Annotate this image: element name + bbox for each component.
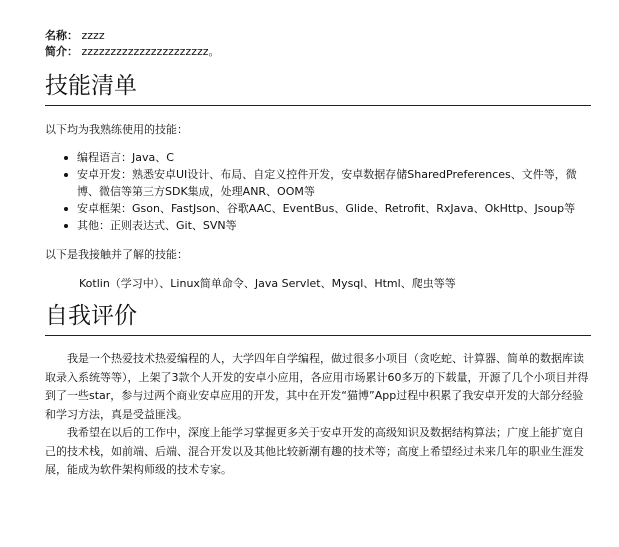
self-eval-heading: 自我评价 <box>45 303 137 329</box>
name-value: zzzz <box>81 29 105 42</box>
intro-label: 简介： <box>45 45 78 58</box>
bullet-icon <box>64 224 68 228</box>
familiar-skills: Kotlin（学习中）、Linux简单命令、Java Servlet、Mysql、Html、爬虫等等 <box>79 277 456 290</box>
skill-item-text: 安卓框架：Gson、FastJson、谷歌AAC、EventBus、Glide、Retrofit、RxJava、OkHttp、Jsoup等 <box>77 202 576 215</box>
skill-item-languages <box>77 149 591 166</box>
skill-item-frameworks <box>77 200 591 217</box>
name-label: 名称： <box>45 29 78 42</box>
proficient-intro: 以下均为我熟练使用的技能： <box>45 123 188 136</box>
skills-list <box>45 149 591 234</box>
profile-meta <box>45 28 591 60</box>
skill-item-text: 编程语言：Java、C <box>77 151 174 164</box>
skills-heading: 技能清单 <box>45 73 137 99</box>
skill-item-text: 其他：正则表达式、Git、SVN等 <box>77 219 237 232</box>
name-row <box>45 28 591 44</box>
skills-divider <box>45 105 591 106</box>
skill-item-android-dev <box>77 166 591 200</box>
bullet-icon <box>64 156 68 160</box>
intro-value: zzzzzzzzzzzzzzzzzzzzzz。 <box>81 45 220 58</box>
familiar-intro: 以下是我接触并了解的技能： <box>45 248 188 261</box>
skill-item-text: 安卓开发：熟悉安卓UI设计、布局、自定义控件开发，安卓数据存储SharedPreferences、文件等，微博、微信等第三方SDK集成，处理ANR、OOM等 <box>77 168 577 198</box>
intro-row <box>45 44 591 60</box>
self-eval-divider <box>45 335 591 336</box>
bullet-icon <box>64 173 68 177</box>
bullet-icon <box>64 207 68 211</box>
self-eval-paragraph: 我是一个热爱技术热爱编程的人，大学四年自学编程，做过很多小项目（贪吃蛇、计算器、简单的数据库读取录入系统等等），上架了3款个人开发的安卓小应用，各应用市场累计60多万的下载量，开源了几个小项目并得到了一些star，参与过两个商业安卓应用的开发，其中在开发“猫博”App过程中积累了我安卓开发的大部分经验和学习方法，真是受益匪浅。 <box>45 352 589 421</box>
self-eval-paragraph: 我希望在以后的工作中，深度上能学习掌握更多关于安卓开发的高级知识及数据结构算法；广度上能扩宽自己的技术栈，如前端、后端、混合开发以及其他比较新潮有趣的技术等；高度上希望经过未来几年的职业生涯发展，能成为软件架构师级的技术专家。 <box>45 426 584 476</box>
skill-item-other <box>77 217 591 234</box>
